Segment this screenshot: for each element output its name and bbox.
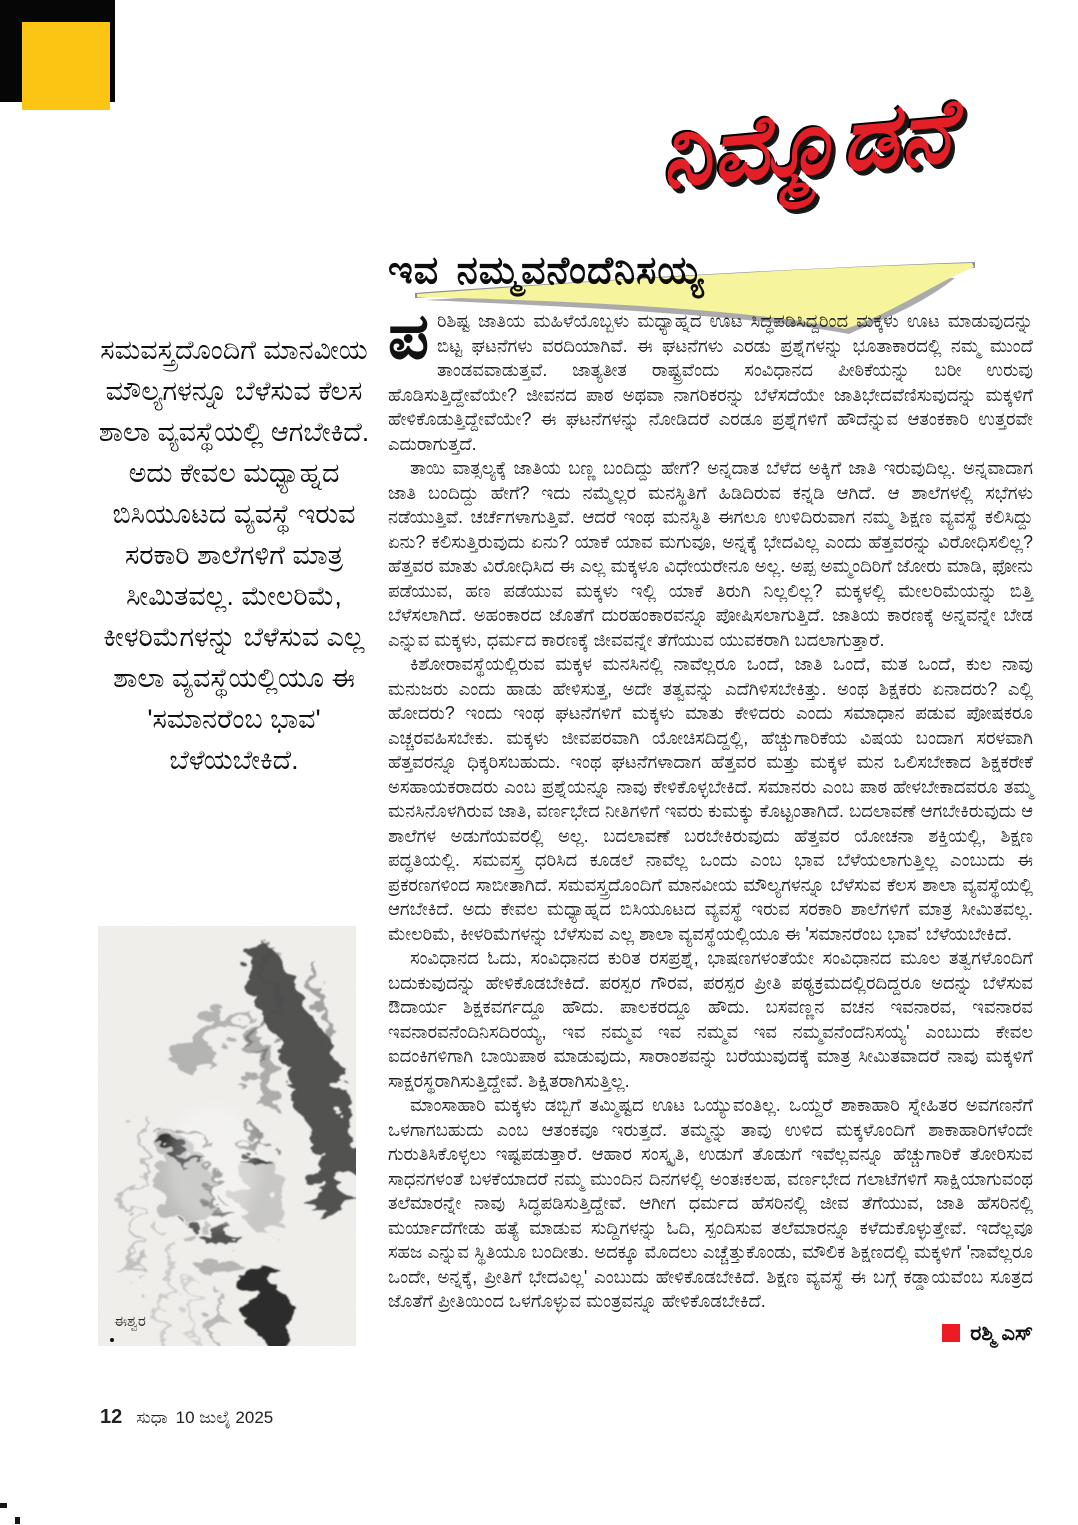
artwork-face-highlight (167, 1106, 259, 1226)
print-mark (0, 1503, 7, 1508)
drop-cap: ಪ (388, 300, 430, 372)
article-paragraph (388, 300, 1033, 456)
print-mark (15, 1517, 20, 1524)
article-column (388, 250, 1033, 1346)
article-paragraph: ಮಾಂಸಾಹಾರಿ ಮಕ್ಕಳು ಡಬ್ಬಿಗೆ ತಮ್ಮಿಷ್ಟದ ಊಟ ಒಯ್ಯುವಂತಿಲ್ಲ. ಒಯ್ದರೆ ಶಾಕಾಹಾರಿ ಸ್ನೇಹಿತರ ಅವಗಣನೆಗೆ ಒಳಗಾಗಬಹುದು ಎಂಬ ಆತಂಕವೂ ಇರುತ್ತದೆ. ತಮ್ಮನ್ನು ತಾವು ಉಳಿದ ಮಕ್ಕಳೊಂದಿಗೆ ಶಾಕಾಹಾರಿಗಳೆಂದೇ ಗುರುತಿಸಿಕೊಳ್ಳಲು ಇಷ್ಟಪಡುತ್ತಾರೆ. ಆಹಾರ ಸಂಸ್ಕೃತಿ, ಉಡುಗೆ ತೊಡುಗೆ ಇವೆಲ್ಲವನ್ನೂ ಹೆಚ್ಚುಗಾರಿಕೆ ತೋರಿಸುವ ಸಾಧನಗಳಂತೆ ಬಳಕೆಯಾದರೆ ನಮ್ಮ ಮುಂದಿನ ದಿನಗಳಲ್ಲಿ ಅಂತಃಕಲಹ, ವರ್ಣಭೇದ ಗಲಾಟೆಗಳಿಗೆ ಸಾಕ್ಷಿಯಾಗುವಂಥ ತಲೆಮಾರನ್ನೇ ನಾವು ಸಿದ್ಧಪಡಿಸುತ್ತಿದ್ದೇವೆ. ಆಗೀಗ ಧರ್ಮದ ಹೆಸರಿನಲ್ಲಿ ಜೀವ ತೆಗೆಯುವ, ಜಾತಿ ಹೆಸರಿನಲ್ಲಿ ಮರ್ಯಾದೆಗೇಡು ಹತ್ಯೆ ಮಾಡುವ ಸುದ್ದಿಗಳನ್ನು ಓದಿ, ಸ್ಪಂದಿಸುವ ತಲೆಮಾರನ್ನೂ ಕಳೆದುಕೊಳ್ಳುತ್ತೇವೆ. ಇದೆಲ್ಲವೂ ಸಹಜ ಎನ್ನುವ ಸ್ಥಿತಿಯೂ ಬಂದೀತು. ಅದಕ್ಕೂ ಮೊದಲು ಎಚ್ಚೆತ್ತುಕೊಂಡು, ಮೌಲಿಕ ಶಿಕ್ಷಣದಲ್ಲಿ ಮಕ್ಕಳಿಗೆ 'ನಾವೆಲ್ಲರೂ ಒಂದೇ, ಅನ್ನಕ್ಕೆ, ಪ್ರೀತಿಗೆ ಭೇದವಿಲ್ಲ' ಎಂಬುದು ಹೇಳಿಕೊಡಬೇಕಿದೆ. ಶಿಕ್ಷಣ ವ್ಯವಸ್ಥೆ ಈ ಬಗ್ಗೆ ಕಡ್ಡಾಯವೆಂಬ ಸೂತ್ರದ ಜೊತೆಗೆ ಪ್ರೀತಿಯಿಂದ ಒಳಗೊಳ್ಳುವ ಮಂತ್ರವನ್ನೂ ಹೇಳಿಕೊಡಬೇಕಿದೆ. (388, 1095, 1033, 1311)
article-paragraph: ತಾಯಿ ವಾತ್ಸಲ್ಯಕ್ಕೆ ಜಾತಿಯ ಬಣ್ಣ ಬಂದಿದ್ದು ಹೇಗೆ? ಅನ್ನದಾತ ಬೆಳೆದ ಅಕ್ಕಿಗೆ ಜಾತಿ ಇರುವುದಿಲ್ಲ. ಅನ್ನವಾದಾಗ ಜಾತಿ ಬಂದಿದ್ದು ಹೇಗೆ? ಇದು ನಮ್ಮೆಲ್ಲರ ಮನಸ್ಥಿತಿಗೆ ಹಿಡಿದಿರುವ ಕನ್ನಡಿ ಆಗಿದೆ. ಆ ಶಾಲೆಗಳಲ್ಲಿ ಸಭೆಗಳು ನಡೆಯುತ್ತಿವೆ. ಚರ್ಚೆಗಳಾಗುತ್ತಿವೆ. ಆದರೆ ಇಂಥ ಮನಸ್ಥಿತಿ ಈಗಲೂ ಉಳಿದಿರುವಾಗ ನಮ್ಮ ಶಿಕ್ಷಣ ವ್ಯವಸ್ಥೆ ಕಲಿಸಿದ್ದು ಏನು? ಕಲಿಸುತ್ತಿರುವುದು ಏನು? ಯಾಕೆ ಯಾವ ಮಗುವೂ, ಅನ್ನಕ್ಕೆ ಭೇದವಿಲ್ಲ ಎಂದು ಹೆತ್ತವರನ್ನು ವಿರೋಧಿಸಲಿಲ್ಲ? ಹೆತ್ತವರ ಮಾತು ವಿರೋಧಿಸಿದ ಈ ಎಲ್ಲ ಮಕ್ಕಳೂ ವಿಧೇಯರೇನೂ ಅಲ್ಲ. ಅಪ್ಪ ಅಮ್ಮಂದಿರಿಗೆ ಜೋರು ಮಾಡಿ, ಫೋನು ಪಡೆಯುವ, ಹಣ ಪಡೆಯುವ ಮಕ್ಕಳು ಇಲ್ಲಿ ಯಾಕೆ ತಿರುಗಿ ನಿಲ್ಲಲಿಲ್ಲ? ಮಕ್ಕಳಲ್ಲಿ ಮೇಲರಿಮೆಯನ್ನು ಬಿತ್ತಿ ಬೆಳೆಸಲಾಗಿದೆ. ಅಹಂಕಾರದ ಜೊತೆಗೆ ದುರಹಂಕಾರವನ್ನೂ ಪೋಷಿಸಲಾಗುತ್ತಿದೆ. ಜಾತಿಯ ಕಾರಣಕ್ಕೆ ಅನ್ನವನ್ನೇ ಬೇಡ ಎನ್ನುವ ಮಕ್ಕಳು, ಧರ್ಮದ ಕಾರಣಕ್ಕೆ ಜೀವವನ್ನೇ ತೆಗೆಯುವ ಯುವಕರಾಗಿ ಬದಲಾಗುತ್ತಾರೆ. (388, 458, 1033, 650)
article-headline: ಇವ ನಮ್ಮವನೆಂದೆನಿಸಯ್ಯ (388, 250, 705, 292)
artwork-canvas (98, 926, 356, 1346)
corner-yellow-block (22, 22, 110, 110)
article-paragraph: ಸಂವಿಧಾನದ ಓದು, ಸಂವಿಧಾನದ ಕುರಿತ ರಸಪ್ರಶ್ನೆ, ಭಾಷಣಗಳಂತೆಯೇ ಸಂವಿಧಾನದ ಮೂಲ ತತ್ವಗಳೊಂದಿಗೆ ಬದುಕುವುದನ್ನು ಹೇಳಿಕೊಡಬೇಕಿದೆ. ಪರಸ್ಪರ ಗೌರವ, ಪರಸ್ಪರ ಪ್ರೀತಿ ಪಠ್ಯಕ್ರಮದಲ್ಲಿರದಿದ್ದರೂ ಅದನ್ನು ಬೆಳೆಸುವ ಔದಾರ್ಯ ಶಿಕ್ಷಕವರ್ಗದ್ದೂ ಹೌದು. ಪಾಲಕರದ್ದೂ ಹೌದು. ಬಸವಣ್ಣನ ವಚನ ಇವನಾರವ, ಇವನಾರವ ಇವನಾರವನೆಂದಿನಿಸದಿರಯ್ಯ, ಇವ ನಮ್ಮವ ಇವ ನಮ್ಮವ ಇವ ನಮ್ಮವನೆಂದೆನಿಸಯ್ಯ' ಎಂಬುದು ಕೇವಲ ಐದಂಕಿಗಳಿಗಾಗಿ ಬಾಯಿಪಾಠ ಮಾಡುವುದು, ಸಾರಾಂಶವನ್ನು ಬರೆಯುವುದಕ್ಕೆ ಮಾತ್ರ ಸೀಮಿತವಾದರೆ ನಾವು ಮಕ್ಕಳಿಗೆ ಸಾಕ್ಷರಸ್ಥರಾಗಿಸುತ್ತಿದ್ದೇವೆ. ಶಿಕ್ಷಿತರಾಗಿಸುತ್ತಿಲ್ಲ. (388, 948, 1033, 1091)
masthead-title: ನಿಮ್ಮೊಡನೆ (656, 80, 958, 206)
author-name: ರಶ್ಮಿ ಎಸ್ (970, 1321, 1033, 1345)
issue-date: 10 ಜುಲೈ 2025 (175, 1408, 274, 1427)
artwork-signature: ಈಶ್ವರ (114, 1313, 146, 1330)
paragraph-text: ರಿಶಿಷ್ಟ ಜಾತಿಯ ಮಹಿಳೆಯೊಬ್ಬಳು ಮಧ್ಯಾಹ್ನದ ಊಟ ಸಿದ್ಧಪಡಿಸಿದ್ದರಿಂದ ಮಕ್ಕಳು ಊಟ ಮಾಡುವುದನ್ನು ಬಿಟ್ಟ ಘಟನೆಗಳು ವರದಿಯಾಗಿವೆ. ಈ ಘಟನೆಗಳು ಎರಡು ಪ್ರಶ್ನೆಗಳನ್ನು ಭೂತಾಕಾರದಲ್ಲಿ ನಮ್ಮ ಮುಂದೆ ತಾಂಡವವಾಡುತ್ತವೆ. ಜಾತ್ಯತೀತ ರಾಷ್ಟ್ರವೆಂದು ಸಂವಿಧಾನದ ಪೀಠಿಕೆಯನ್ನು ಬರೀ ಉರುವು ಹೊಡಿಸುತ್ತಿದ್ದೇವೆಯೇ? ಜೀವನದ ಪಾಠ ಅಥವಾ ನಾಗರಿಕರನ್ನು ಬೆಳೆಸದೆಯೇ ಜಾತಿಭೇದವೆಣಿಸುವುದನ್ನು ಮಕ್ಕಳಿಗೆ ಹೇಳಿಕೊಡುತ್ತಿದ್ದೇವೆಯೇ? ಈ ಘಟನೆಗಳನ್ನು ನೋಡಿದರೆ ಎರಡೂ ಪ್ರಶ್ನೆಗಳಿಗೆ ಹೌದೆನ್ನುವ ಆತಂಕಕಾರಿ ಉತ್ತರವೇ ಎದುರಾಗುತ್ತದೆ. (388, 311, 1033, 454)
page-footer (100, 1406, 273, 1429)
pull-quote: ಸಮವಸ್ತ್ರದೊಂದಿಗೆ ಮಾನವೀಯ ಮೌಲ್ಯಗಳನ್ನೂ ಬೆಳೆಸುವ ಕೆಲಸ ಶಾಲಾ ವ್ಯವಸ್ಥೆಯಲ್ಲಿ ಆಗಬೇಕಿದೆ. ಅದು ಕೇವಲ ಮಧ್ಯಾಹ್ನದ ಬಿಸಿಯೂಟದ ವ್ಯವಸ್ಥೆ ಇರುವ ಸರಕಾರಿ ಶಾಲೆಗಳಿಗೆ ಮಾತ್ರ ಸೀಮಿತವಲ್ಲ. ಮೇಲರಿಮೆ, ಕೀಳರಿಮೆಗಳನ್ನು ಬೆಳೆಸುವ ಎಲ್ಲ ಶಾಲಾ ವ್ಯವಸ್ಥೆಯಲ್ಲಿಯೂ ಈ 'ಸಮಾನರೆಂಬ ಭಾವ' ಬೆಳೆಯಬೇಕಿದೆ. (98, 335, 370, 775)
artwork-illustration (98, 926, 356, 1346)
author-marker (942, 1324, 960, 1342)
page-number: 12 (100, 1406, 123, 1428)
author-byline (388, 1322, 1033, 1346)
magazine-name: ಸುಧಾ (136, 1408, 168, 1427)
article-paragraph: ಕಿಶೋರಾವಸ್ಥೆಯಲ್ಲಿರುವ ಮಕ್ಕಳ ಮನಸಿನಲ್ಲಿ ನಾವೆಲ್ಲರೂ ಒಂದೆ, ಜಾತಿ ಒಂದೆ, ಮತ ಒಂದೆ, ಕುಲ ನಾವು ಮನುಜರು ಎಂದು ಹಾಡು ಹೇಳಿಸುತ್ತ, ಅದೇ ತತ್ವವನ್ನು ಎದೆಗಿಳಿಸಬೇಕಿತ್ತು. ಅಂಥ ಶಿಕ್ಷಕರು ಏನಾದರು? ಎಲ್ಲಿ ಹೋದರು? ಇಂದು ಇಂಥ ಘಟನೆಗಳಿಗೆ ಮಕ್ಕಳು ಮಾತು ಕೇಳಿದರು ಎಂದು ಸಮಾಧಾನ ಪಡುವ ಪೋಷಕರೂ ಎಚ್ಚರವಹಿಸಬೇಕು. ಮಕ್ಕಳು ಜೀವಪರವಾಗಿ ಯೋಚಿಸದಿದ್ದಲ್ಲಿ, ಹೆಚ್ಚುಗಾರಿಕೆಯ ವಿಷಯ ಬಂದಾಗ ಸರಳವಾಗಿ ಹೆತ್ತವರನ್ನೂ ಧಿಕ್ಕರಿಸಬಹುದು. ಇಂಥ ಘಟನೆಗಳಾದಾಗ ಹೆತ್ತವರ ಮತ್ತು ಮಕ್ಕಳ ಮನ ಒಲಿಸಬೇಕಾದ ಶಿಕ್ಷಕರೇಕೆ ಅಸಹಾಯಕರಾದರು ಎಂಬ ಪ್ರಶ್ನೆಯನ್ನೂ ನಾವು ಕೇಳಿಕೊಳ್ಳಬೇಕಿದೆ. ಸಮಾನರು ಎಂಬ ಪಾಠ ಹೇಳಬೇಕಾದವರೂ ತಮ್ಮ ಮನಸಿನೊಳಗಿರುವ ಜಾತಿ, ವರ್ಣಭೇದ ನೀತಿಗಳಿಗೆ ಇವರು ಕುಮಕ್ಕು ಕೊಟ್ಟಂತಾಗಿದೆ. ಬದಲಾವಣೆ ಆಗಬೇಕಿರುವುದು ಆ ಶಾಲೆಗಳ ಅಡುಗೆಯವರಲ್ಲಿ ಅಲ್ಲ. ಬದಲಾವಣೆ ಬರಬೇಕಿರುವುದು ಹೆತ್ತವರ ಯೋಚನಾ ಶಕ್ತಿಯಲ್ಲಿ, ಶಿಕ್ಷಣ ಪದ್ಧತಿಯಲ್ಲಿ. ಸಮವಸ್ತ್ರ ಧರಿಸಿದ ಕೂಡಲೆ ನಾವೆಲ್ಲ ಒಂದು ಎಂಬ ಭಾವ ಬೆಳೆಯಲಾಗುತ್ತಿಲ್ಲ ಎಂಬುದು ಈ ಪ್ರಕರಣಗಳಿಂದ ಸಾಬೀತಾಗಿದೆ. ಸಮವಸ್ತ್ರದೊಂದಿಗೆ ಮಾನವೀಯ ಮೌಲ್ಯಗಳನ್ನೂ ಬೆಳೆಸುವ ಕೆಲಸ ಶಾಲಾ ವ್ಯವಸ್ಥೆಯಲ್ಲಿ ಆಗಬೇಕಿದೆ. ಅದು ಕೇವಲ ಮಧ್ಯಾಹ್ನದ ಬಿಸಿಯೂಟದ ವ್ಯವಸ್ಥೆ ಇರುವ ಸರಕಾರಿ ಶಾಲೆಗಳಿಗೆ ಮಾತ್ರ ಸೀಮಿತವಲ್ಲ. ಮೇಲರಿಮೆ, ಕೀಳರಿಮೆಗಳನ್ನು ಬೆಳೆಸುವ ಎಲ್ಲ ಶಾಲಾ ವ್ಯವಸ್ಥೆಯಲ್ಲಿಯೂ ಈ 'ಸಮಾನರೆಂಬ ಭಾವ' ಬೆಳೆಯಬೇಕಿದೆ. (388, 654, 1033, 944)
artwork-dot (110, 1338, 114, 1342)
